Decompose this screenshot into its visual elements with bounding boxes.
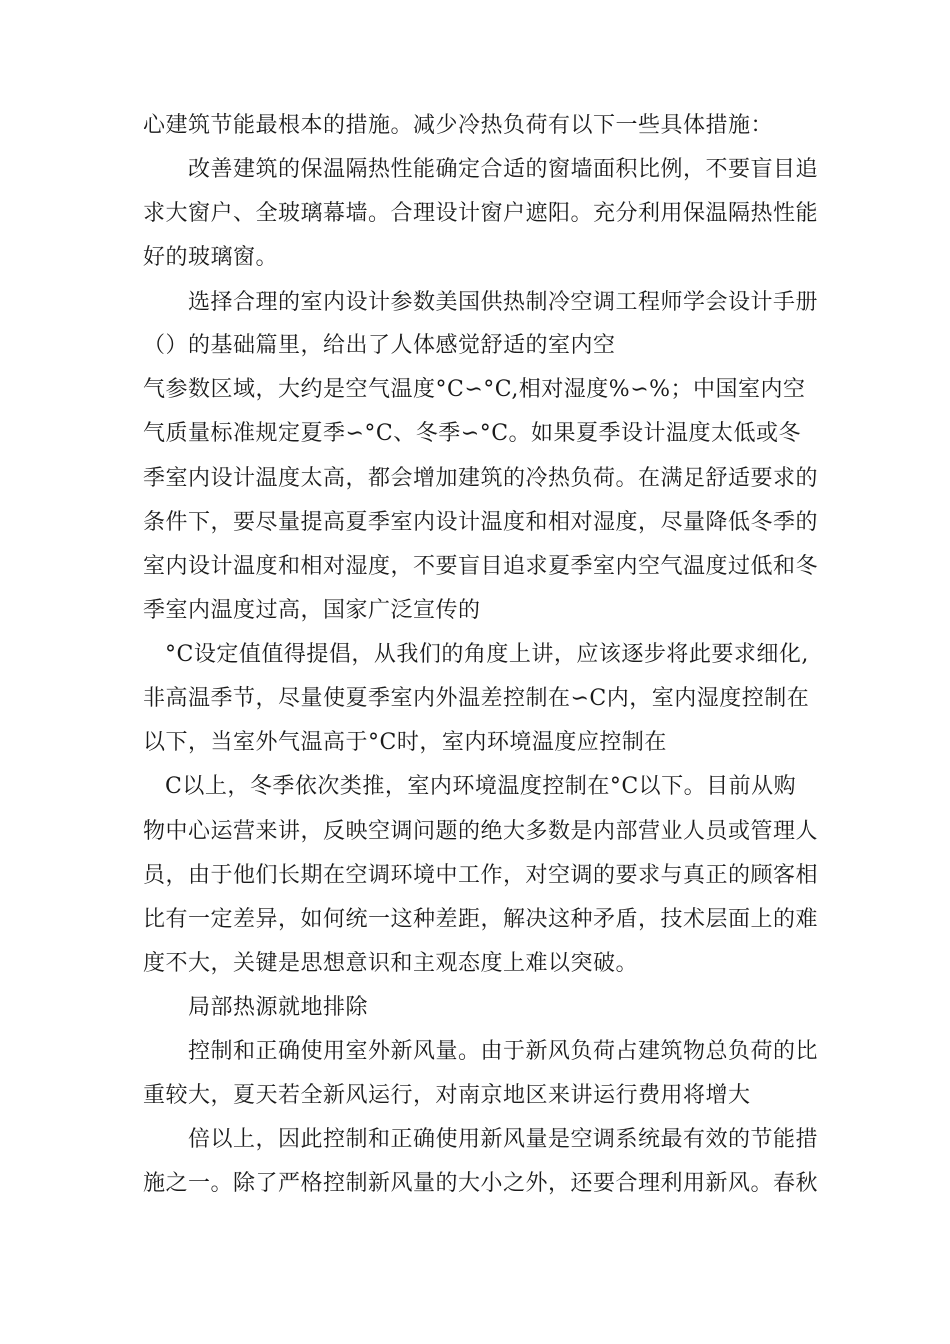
text-line-7: 气参数区域，大约是空气温度°C∽°C,相对湿度%∽%；中国室内空	[143, 377, 806, 402]
text-line-20: 度不大，关键是思想意识和主观态度上难以突破。	[143, 951, 639, 976]
text-line-5: 选择合理的室内设计参数美国供热制冷空调工程师学会设计手册	[188, 290, 819, 315]
text-line-19: 比有一定差异，如何统一这种差距，解决这种矛盾，技术层面上的难	[143, 907, 819, 932]
text-line-1: 心建筑节能最根本的措施。减少冷热负荷有以下一些具体措施：	[143, 113, 774, 138]
text-line-2: 改善建筑的保温隔热性能确定合适的窗墙面积比例，不要盲目追	[188, 157, 819, 182]
text-line-9: 季室内设计温度太高，都会增加建筑的冷热负荷。在满足舒适要求的	[143, 466, 819, 491]
text-line-10: 条件下，要尽量提高夏季室内设计温度和相对湿度，尽量降低冬季的	[143, 510, 819, 535]
text-line-21: 局部热源就地排除	[188, 995, 369, 1020]
text-line-18: 员，由于他们长期在空调环境中工作，对空调的要求与真正的顾客相	[143, 863, 819, 888]
text-line-12: 季室内温度过高，国家广泛宣传的	[143, 598, 481, 623]
text-line-23: 重较大，夏天若全新风运行，对南京地区来讲运行费用将增大	[143, 1083, 751, 1108]
text-line-25: 施之一。除了严格控制新风量的大小之外，还要合理利用新风。春秋	[143, 1171, 819, 1196]
text-line-4: 好的玻璃窗。	[143, 245, 279, 270]
text-line-14: 非高温季节，尽量使夏季室内外温差控制在∽C内，室内湿度控制在	[143, 686, 810, 711]
text-line-15: 以下，当室外气温高于°C时，室内环境温度应控制在	[143, 730, 667, 755]
text-line-3: 求大窗户、全玻璃幕墙。合理设计窗户遮阳。充分利用保温隔热性能	[143, 201, 819, 226]
text-line-11: 室内设计温度和相对湿度，不要盲目追求夏季室内空气温度过低和冬	[143, 554, 819, 579]
text-line-6: （）的基础篇里，给出了人体感觉舒适的室内空	[143, 333, 616, 358]
text-line-17: 物中心运营来讲，反映空调问题的绝大多数是内部营业人员或管理人	[143, 819, 819, 844]
text-line-8: 气质量标准规定夏季∽°C、冬季∽°C。如果夏季设计温度太低或冬	[143, 421, 802, 446]
text-line-13: °C设定值值得提倡，从我们的角度上讲，应该逐步将此要求细化,	[165, 642, 809, 667]
text-line-22: 控制和正确使用室外新风量。由于新风负荷占建筑物总负荷的比	[188, 1039, 819, 1064]
text-line-24: 倍以上，因此控制和正确使用新风量是空调系统最有效的节能措	[188, 1127, 819, 1152]
text-line-16: C以上，冬季依次类推，室内环境温度控制在°C以下。目前从购	[165, 774, 797, 799]
